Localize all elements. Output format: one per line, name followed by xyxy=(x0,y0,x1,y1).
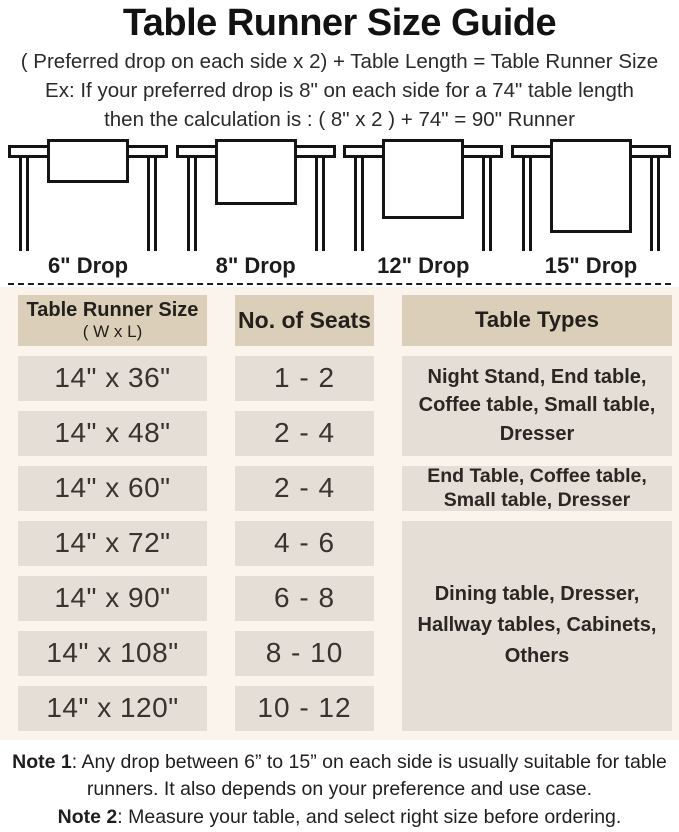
dashed-divider xyxy=(8,283,671,285)
size-cell: 14" x 90" xyxy=(18,576,207,621)
drop-label-12: 12" Drop xyxy=(377,252,470,278)
size-cell: 14" x 60" xyxy=(18,466,207,511)
table-types-cell-large-tables: Dining table, Dresser, Hallway tables, Cabinets, Others xyxy=(402,521,672,731)
size-cell: 14" x 72" xyxy=(18,521,207,566)
seats-cell: 2 - 4 xyxy=(235,466,374,511)
seats-cell: 10 - 12 xyxy=(235,686,374,731)
table-leg-right xyxy=(650,156,660,251)
seats-cell: 2 - 4 xyxy=(235,411,374,456)
header xyxy=(0,0,679,132)
table-illustration-6-drop xyxy=(8,139,168,251)
runner-graphic xyxy=(550,139,632,233)
note-1-text: : Any drop between 6” to 15” on each side is usually suitable for table runners. It also depends on your preference and use case. xyxy=(71,750,667,801)
column-header-seats xyxy=(235,295,374,346)
note-1-label: Note 1 xyxy=(12,750,72,773)
drop-label-6: 6" Drop xyxy=(47,252,129,278)
drop-labels xyxy=(0,253,679,279)
column-header-table-types-label: Table Types xyxy=(475,307,599,333)
size-cell: 14" x 108" xyxy=(18,631,207,676)
column-header-table-types xyxy=(402,295,672,346)
table-types-cell-small-tables: Night Stand, End table, Coffee table, Small table, Dresser xyxy=(402,356,672,456)
drop-illustrations xyxy=(0,139,679,251)
seats-cell: 1 - 2 xyxy=(235,356,374,401)
note-2 xyxy=(2,804,677,832)
size-cell: 14" x 36" xyxy=(18,356,207,401)
table-types-cell-medium-tables: End Table, Coffee table, Small table, Dresser xyxy=(402,466,672,511)
size-table-section xyxy=(0,287,679,740)
column-header-seats-label: No. of Seats xyxy=(238,306,371,333)
seats-cell: 4 - 6 xyxy=(235,521,374,566)
column-header-runner-size-title: Table Runner Size xyxy=(26,298,199,321)
size-cell: 14" x 120" xyxy=(18,686,207,731)
note-1 xyxy=(2,749,677,804)
table-leg-left xyxy=(354,156,364,251)
column-header-runner-size-subtitle: ( W x L) xyxy=(82,321,143,341)
table-leg-right xyxy=(315,156,325,251)
footer-notes xyxy=(0,740,679,832)
formula-text: ( Preferred drop on each side x 2) + Table Length = Table Runner Size xyxy=(20,49,659,73)
table-leg-left xyxy=(19,156,29,251)
note-2-text: : Measure your table, and select right size before ordering. xyxy=(117,805,622,828)
table-leg-right xyxy=(482,156,492,251)
runner-graphic xyxy=(47,139,129,183)
drop-label-15: 15" Drop xyxy=(544,252,638,278)
column-header-runner-size xyxy=(18,295,207,346)
page-title: Table Runner Size Guide xyxy=(122,2,557,44)
table-leg-right xyxy=(147,156,157,251)
runner-graphic xyxy=(215,139,297,205)
table-leg-left xyxy=(187,156,197,251)
runner-graphic xyxy=(382,139,464,219)
table-illustration-8-drop xyxy=(176,139,336,251)
example-line-2: then the calculation is : ( 8" x 2 ) + 74" = 90" Runner xyxy=(104,107,575,131)
seats-cell: 8 - 10 xyxy=(235,631,374,676)
table-illustration-15-drop xyxy=(511,139,671,251)
drop-label-8: 8" Drop xyxy=(215,252,296,278)
seats-cell: 6 - 8 xyxy=(235,576,374,621)
example-line-1: Ex: If your preferred drop is 8" on each side for a 74" table length xyxy=(45,78,634,102)
note-2-label: Note 2 xyxy=(57,805,118,828)
size-cell: 14" x 48" xyxy=(18,411,207,456)
size-table xyxy=(18,295,672,731)
table-illustration-12-drop xyxy=(343,139,503,251)
table-leg-left xyxy=(522,156,532,251)
